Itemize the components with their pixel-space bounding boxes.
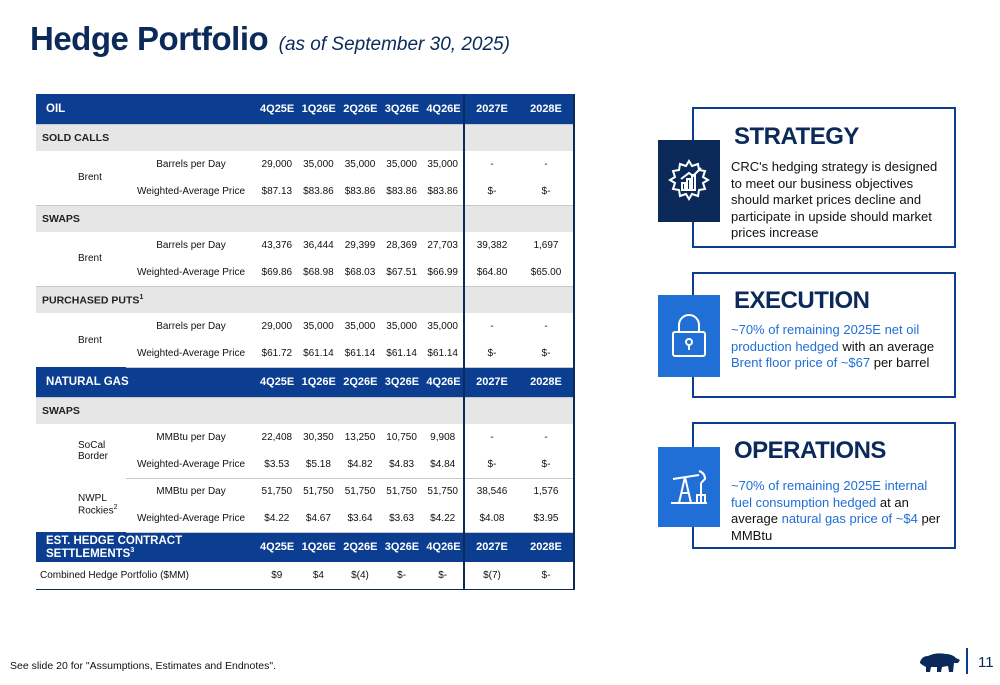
- column-header: 4Q26E: [422, 532, 464, 562]
- operations-highlight-1: ~70% of remaining 2025E internal fuel consumption hedged: [731, 478, 928, 510]
- table-cell: $5.18: [298, 451, 340, 478]
- column-header: 2028E: [519, 94, 574, 124]
- table-cell: $3.53: [256, 451, 298, 478]
- subsection-title: [36, 286, 464, 313]
- table-cell: 29,399: [344, 240, 376, 251]
- column-header: 4Q25E: [256, 367, 298, 397]
- execution-text: [731, 322, 946, 372]
- row-group-label: [36, 424, 126, 478]
- subsection-spacer: [519, 286, 574, 313]
- table-cell: $87.13: [256, 178, 298, 205]
- subsection-title-text: SWAPS: [42, 404, 80, 417]
- table-cell: $-: [519, 451, 574, 478]
- subsection-title-text: SWAPS: [42, 212, 80, 225]
- table-cell: 51,750: [344, 486, 376, 498]
- table-cell: $4.67: [298, 505, 340, 532]
- table-cell: $9: [256, 562, 298, 589]
- subsection-title-text: SOLD CALLS: [42, 131, 110, 144]
- column-header: 2Q26E: [339, 94, 381, 124]
- column-header: 3Q26E: [381, 532, 423, 562]
- operations-highlight-2: natural gas price of ~$4: [781, 511, 918, 526]
- table-cell: -: [519, 151, 574, 178]
- table-cell: 1,697: [519, 232, 574, 259]
- oil-pumpjack-icon: [658, 447, 720, 527]
- execution-highlight-2: Brent floor price of ~$67: [731, 355, 871, 370]
- column-header: 2028E: [519, 532, 574, 562]
- table-cell: $-: [422, 562, 464, 589]
- row-group-label: [36, 232, 126, 286]
- table-cell: $-: [464, 178, 519, 205]
- table-cell: $61.72: [256, 340, 298, 367]
- metric-label: Weighted-Average Price: [126, 178, 256, 205]
- table-cell: -: [464, 424, 519, 451]
- execution-title: EXECUTION: [734, 287, 870, 314]
- table-cell: $61.14: [339, 340, 381, 367]
- subsection-title: [36, 124, 464, 151]
- table-cell: 35,000: [427, 159, 458, 170]
- strategy-text: CRC's hedging strategy is designed to meet our business objectives should market prices decline and participate in upside should market prices increase: [731, 159, 938, 240]
- footnote: See slide 20 for "Assumptions, Estimates and Endnotes".: [10, 660, 277, 672]
- row-group-label: [36, 313, 126, 367]
- section-header-settlements: [36, 532, 574, 562]
- table-cell: $83.86: [298, 178, 340, 205]
- subsection-header: [36, 286, 574, 313]
- table-cell: $-: [519, 562, 574, 589]
- column-header: 3Q26E: [381, 367, 423, 397]
- metric-label: Weighted-Average Price: [126, 259, 256, 286]
- table-cell: $4.84: [422, 451, 464, 478]
- table-cell: 35,000: [386, 321, 417, 332]
- column-header: 4Q25E: [256, 94, 298, 124]
- table-cell: $68.03: [339, 259, 381, 286]
- metric-label: Weighted-Average Price: [126, 505, 256, 532]
- section-title-text: NATURAL GAS: [46, 376, 129, 388]
- execution-text-2: per barrel: [870, 355, 930, 370]
- table-cell: 35,000: [344, 321, 376, 332]
- section-header-oil: [36, 94, 574, 124]
- subsection-header: [36, 124, 574, 151]
- table-cell: $4.22: [256, 505, 298, 532]
- table-cell: 30,350: [303, 432, 334, 443]
- table-row: [36, 232, 574, 259]
- column-header: 4Q26E: [422, 367, 464, 397]
- subsection-title-text: PURCHASED PUTS: [42, 294, 140, 306]
- subsection-header: [36, 205, 574, 232]
- table-cell: 1,576: [519, 478, 574, 505]
- section-title: [36, 532, 256, 562]
- table-cell: 36,444: [303, 240, 334, 251]
- subsection-spacer: [464, 124, 519, 151]
- table-cell: 35,000: [427, 321, 458, 332]
- column-header: 1Q26E: [298, 367, 340, 397]
- table-cell: $4.22: [422, 505, 464, 532]
- table-row: [36, 424, 574, 451]
- table-cell: 38,546: [464, 478, 519, 505]
- column-header: 2027E: [464, 367, 519, 397]
- table-cell: -: [519, 313, 574, 340]
- table-cell: 22,408: [261, 432, 293, 443]
- table-cell: $3.95: [519, 505, 574, 532]
- page-number: 11: [978, 654, 994, 671]
- column-header: 1Q26E: [298, 532, 340, 562]
- table-cell: $61.14: [381, 340, 423, 367]
- operations-title: OPERATIONS: [734, 437, 886, 464]
- table-cell: $(4): [339, 562, 381, 589]
- table-cell: 51,750: [261, 486, 293, 498]
- table-row: [36, 151, 574, 178]
- column-header: 2027E: [464, 532, 519, 562]
- table-cell: $4.82: [339, 451, 381, 478]
- metric-label: MMBtu per Day: [156, 432, 226, 443]
- column-header: 2028E: [519, 367, 574, 397]
- strategy-title: STRATEGY: [734, 123, 859, 150]
- table-cell: $83.86: [339, 178, 381, 205]
- column-header: 4Q26E: [422, 94, 464, 124]
- subsection-spacer: [519, 205, 574, 232]
- execution-text-1: with an average: [838, 338, 935, 354]
- subsection-spacer: [464, 205, 519, 232]
- table-cell: 28,369: [386, 240, 417, 251]
- operations-text: [731, 478, 946, 544]
- table-cell: 51,750: [386, 486, 417, 498]
- row-group-label-text: Brent: [78, 172, 102, 184]
- table-cell: $65.00: [519, 259, 574, 286]
- row-group-label: [36, 151, 126, 205]
- table-cell: 27,703: [427, 240, 458, 251]
- table-cell: 13,250: [344, 432, 376, 443]
- row-group-label-text: Brent: [78, 253, 102, 265]
- table-cell: 35,000: [386, 159, 417, 170]
- hedge-table: [36, 94, 575, 590]
- table-cell: 9,908: [430, 432, 456, 443]
- table-cell: $-: [464, 340, 519, 367]
- column-header: 2Q26E: [339, 532, 381, 562]
- row-group-label-sup: 2: [113, 504, 118, 512]
- subsection-sup: 1: [139, 293, 144, 301]
- column-header: 3Q26E: [381, 94, 423, 124]
- table-cell: $-: [519, 178, 574, 205]
- subsection-spacer: [519, 124, 574, 151]
- subsection-spacer: [464, 397, 519, 424]
- column-header: 1Q26E: [298, 94, 340, 124]
- row-group-label-text: SoCal Border: [78, 440, 109, 462]
- table-cell: -: [464, 151, 519, 178]
- table-cell: $4: [298, 562, 340, 589]
- table-cell: 10,750: [386, 432, 417, 443]
- table-cell: 29,000: [261, 321, 293, 332]
- section-title: [36, 367, 256, 397]
- title-subtitle: (as of September 30, 2025): [278, 34, 510, 55]
- table-cell: $4.08: [464, 505, 519, 532]
- bear-logo-icon: [918, 648, 962, 679]
- metric-label: Barrels per Day: [156, 321, 226, 332]
- table-cell: $66.99: [422, 259, 464, 286]
- table-cell: $61.14: [422, 340, 464, 367]
- subsection-title: [36, 397, 464, 424]
- column-header: 2027E: [464, 94, 519, 124]
- table-cell: $61.14: [298, 340, 340, 367]
- row-group-label: [36, 478, 126, 532]
- table-cell: $83.86: [422, 178, 464, 205]
- subsection-spacer: [519, 397, 574, 424]
- execution-highlight-1: ~70% of remaining 2025E net oil production hedged: [731, 322, 920, 354]
- section-title-text: EST. HEDGE CONTRACT SETTLEMENTS: [46, 534, 183, 560]
- table-cell: 29,000: [261, 159, 293, 170]
- table-cell: $68.98: [298, 259, 340, 286]
- table-cell: $(7): [464, 562, 519, 589]
- operations-text-2: per MMBtu: [731, 511, 941, 543]
- table-cell: $83.86: [381, 178, 423, 205]
- table-cell: 51,750: [427, 486, 458, 498]
- row-group-label-text: Brent: [78, 334, 102, 346]
- table-cell: $67.51: [381, 259, 423, 286]
- table-cell: $64.80: [464, 259, 519, 286]
- operations-card: [692, 422, 956, 549]
- metric-label: MMBtu per Day: [156, 486, 226, 498]
- column-header: 2Q26E: [339, 367, 381, 397]
- section-title-sup: 3: [130, 546, 135, 554]
- execution-card: [692, 272, 956, 398]
- table-cell: $-: [464, 451, 519, 478]
- table-cell: 39,382: [464, 232, 519, 259]
- strategy-card: [692, 107, 956, 248]
- table-cell: $69.86: [256, 259, 298, 286]
- section-title-text: OIL: [46, 102, 66, 115]
- metric-label: Barrels per Day: [156, 240, 226, 251]
- footer-divider: [966, 648, 968, 674]
- table-cell: 35,000: [303, 159, 334, 170]
- table-cell: 35,000: [303, 321, 334, 332]
- table-cell: $-: [381, 562, 423, 589]
- table-cell: -: [464, 313, 519, 340]
- subsection-header: [36, 397, 574, 424]
- page-title: [30, 20, 510, 58]
- table-cell: $3.64: [339, 505, 381, 532]
- metric-label: Weighted-Average Price: [126, 451, 256, 478]
- title-main: Hedge Portfolio: [30, 20, 269, 57]
- section-header-natural-gas: [36, 367, 574, 397]
- table-cell: 51,750: [303, 486, 334, 498]
- table-cell: 43,376: [261, 240, 293, 251]
- row-group-label-text: NWPL Rockies: [78, 493, 114, 517]
- section-title: [36, 94, 256, 124]
- subsection-title: [36, 205, 464, 232]
- table-row: [36, 478, 574, 505]
- operations-text-1: at an average: [731, 494, 909, 526]
- table-row: [36, 313, 574, 340]
- metric-label: Weighted-Average Price: [126, 340, 256, 367]
- table-cell: 35,000: [344, 159, 376, 170]
- subsection-spacer: [464, 286, 519, 313]
- gear-chart-icon: [658, 140, 720, 222]
- table-row: [36, 562, 574, 589]
- table-cell: $3.63: [381, 505, 423, 532]
- column-header: 4Q25E: [256, 532, 298, 562]
- table-cell: -: [519, 424, 574, 451]
- metric-label: Barrels per Day: [156, 159, 226, 170]
- padlock-icon: [658, 295, 720, 377]
- table-cell: $-: [519, 340, 574, 367]
- settlement-label: Combined Hedge Portfolio ($MM): [36, 562, 256, 589]
- table-cell: $4.83: [381, 451, 423, 478]
